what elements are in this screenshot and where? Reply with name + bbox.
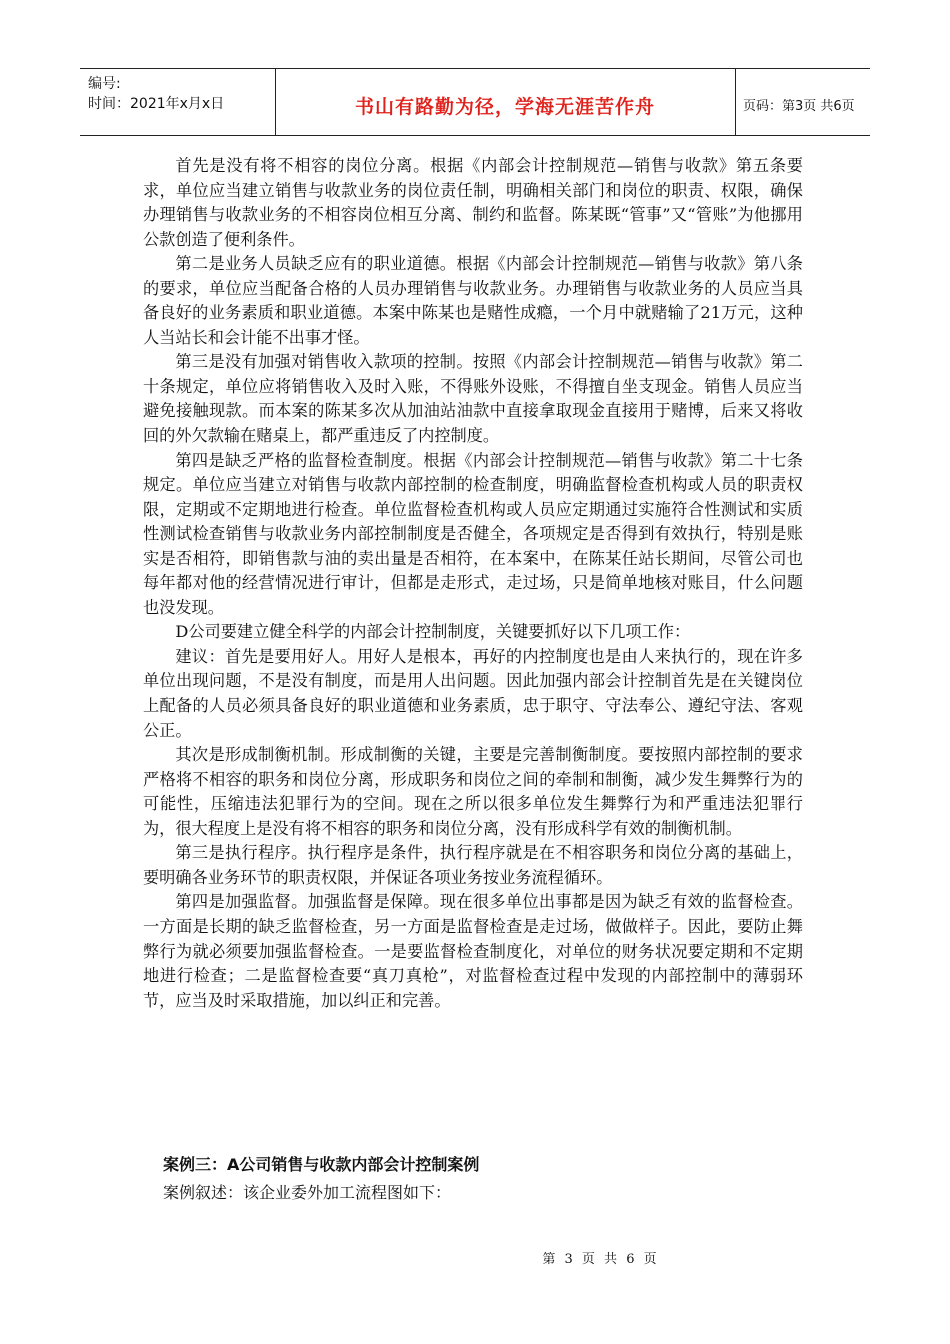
body-paragraph: 第三是没有加强对销售收入款项的控制。按照《内部会计控制规范—销售与收款》第二十条规定，单位应将销售收入及时入账，不得账外设账，不得擅自坐支现金。销售人员应当避免接触现款。而本案的陈某多次从加油站油款中直接拿取现金直接用于赌博，后来又将收回的外欠款输在赌桌上，都严重违反了内控制度。 [143, 352, 803, 446]
header-motto-cell [275, 69, 736, 135]
page-header [80, 68, 870, 136]
case-title: 案例三：A公司销售与收款内部会计控制案例 [163, 1155, 480, 1174]
header-info-cell [80, 69, 276, 135]
header-page-code: 页码：第3页 共6页 [743, 99, 855, 114]
header-page-cell [735, 69, 870, 135]
body-paragraph: 第三是执行程序。执行程序是条件，执行程序就是在不相容职务和岗位分离的基础上，要明确各业务环节的职责权限，并保证各项业务按业务流程循环。 [143, 843, 803, 887]
body-paragraph: D公司要建立健全科学的内部会计控制制度，关键要抓好以下几项工作： [175, 622, 691, 642]
body-paragraph: 首先是没有将不相容的岗位分离。根据《内部会计控制规范—销售与收款》第五条要求，单位应当建立销售与收款业务的岗位责任制，明确相关部门和岗位的职责、权限，确保办理销售与收款业务的不相容岗位相互分离、制约和监督。陈某既“管事”又“管账”为他挪用公款创造了便利条件。 [143, 156, 803, 249]
page-footer: 第 3 页 共 6 页 [542, 1252, 658, 1267]
body-paragraph: 建议：首先是要用好人。用好人是根本，再好的内控制度也是由人来执行的，现在许多单位出现问题，不是没有制度，而是用人出问题。因此加强内部会计控制首先是在关键岗位上配备的人员必须具备良好的职业道德和业务素质，忠于职守、守法奉公、遵纪守法、客观公正。 [143, 646, 803, 740]
document-time-label: 时间：2021年x月x日 [88, 96, 225, 112]
body-paragraph: 第四是加强监督。加强监督是保障。现在很多单位出事都是因为缺乏有效的监督检查。一方面是长期的缺乏监督检查，另一方面是监督检查是走过场，做做样子。因此，要防止舞弊行为就必须要加强监督检查。一是要监督检查制度化，对单位的财务状况要定期和不定期地进行检查；二是监督检查要“真刀真枪”，对监督检查过程中发现的内部控制中的薄弱环节，应当及时采取措施，加以纠正和完善。 [143, 892, 803, 1010]
header-motto: 书山有路勤为径，学海无涯苦作舟 [354, 96, 655, 118]
document-number-label: 编号: [88, 76, 121, 92]
body-paragraph: 其次是形成制衡机制。形成制衡的关键，主要是完善制衡制度。要按照内部控制的要求严格将不相容的职务和岗位分离，形成职务和岗位之间的牵制和制衡，减少发生舞弊行为的可能性，压缩违法犯罪行为的空间。现在之所以很多单位发生舞弊行为和严重违法犯罪行为，很大程度上是没有将不相容的职务和岗位分离，没有形成科学有效的制衡机制。 [143, 745, 803, 838]
document-body [143, 154, 803, 1013]
body-paragraph: 第二是业务人员缺乏应有的职业道德。根据《内部会计控制规范—销售与收款》第八条的要求，单位应当配备合格的人员办理销售与收款业务。办理销售与收款业务的人员应当具备良好的业务素质和职业道德。本案中陈某也是赌性成瘾，一个月中就赌输了21万元，这种人当站长和会计能不出事才怪。 [143, 254, 803, 347]
case-description: 案例叙述：该企业委外加工流程图如下： [163, 1183, 452, 1202]
body-paragraph: 第四是缺乏严格的监督检查制度。根据《内部会计控制规范—销售与收款》第二十七条规定。单位应当建立对销售与收款内部控制的检查制度，明确监督检查机构或人员的职责权限，定期或不定期地进行检查。单位监督检查机构或人员应定期通过实施符合性测试和实质性测试检查销售与收款业务内部控制制度是否健全，各项规定是否得到有效执行，特别是账实是否相符，即销售款与油的卖出量是否相符，在本案中，在陈某任站长期间，尽管公司也每年都对他的经营情况进行审计，但都是走形式，走过场，只是简单地核对账目，什么问题也没发现。 [143, 450, 803, 617]
